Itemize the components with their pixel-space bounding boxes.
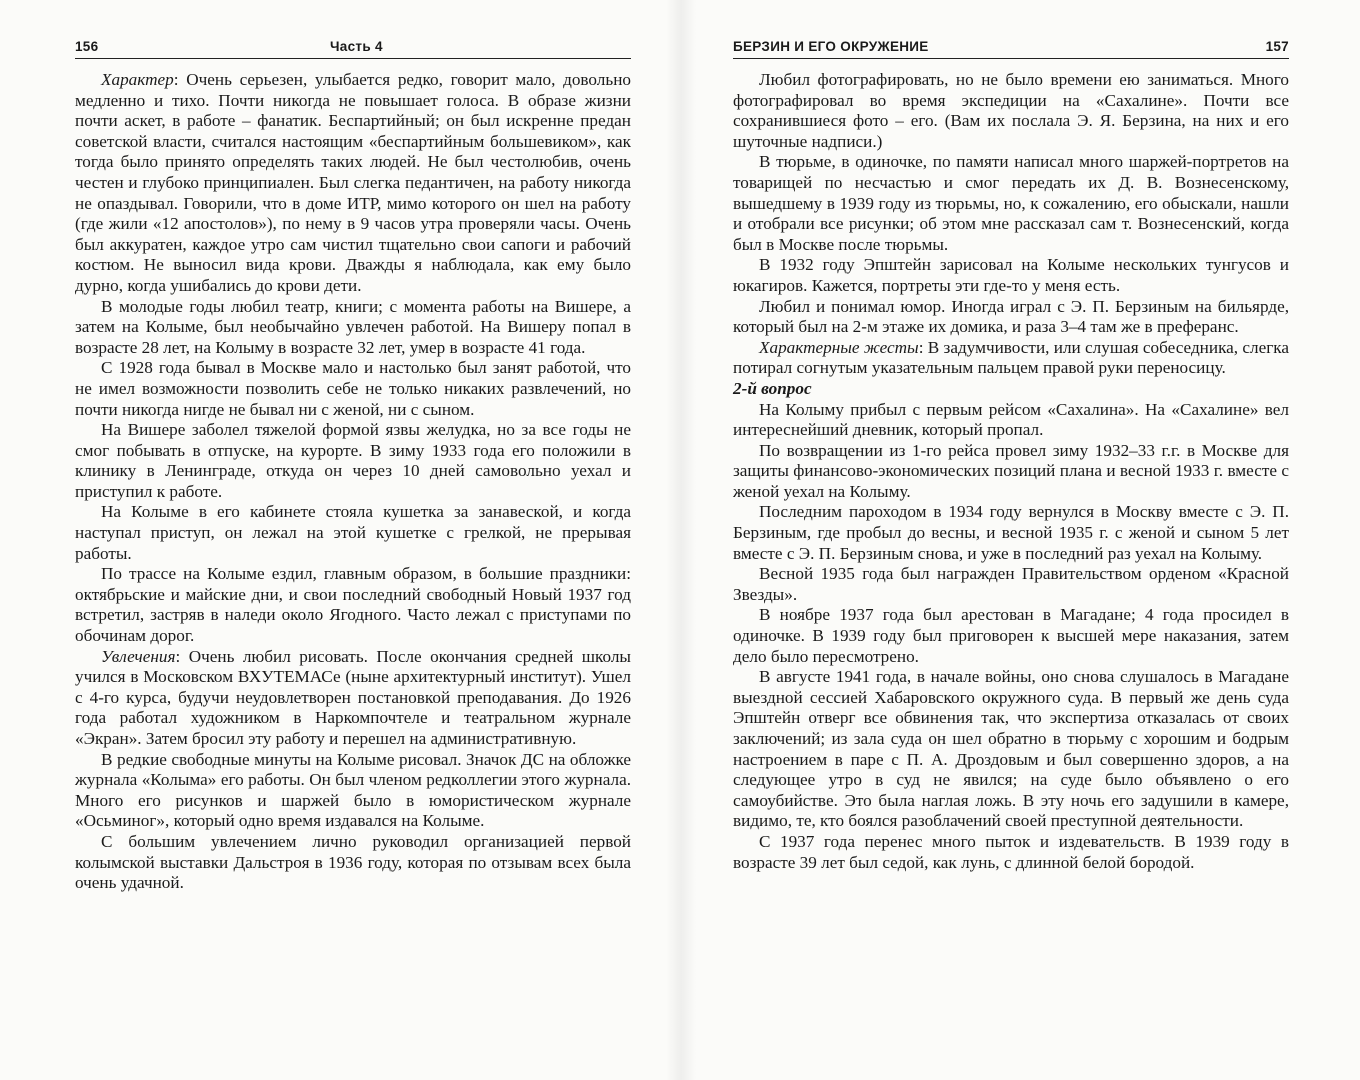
- paragraph: [75, 647, 631, 750]
- paragraph: На Колыме в его кабинете стояла кушетка за занавеской, и когда наступал приступ, он лежал на этой кушетке с грелкой, не прерывая работы.: [75, 502, 631, 563]
- left-page-number: 156: [75, 39, 99, 54]
- paragraph: В молодые годы любил театр, книги; с момента работы на Вишере, а затем на Колыме, был необычайно увлечен работой. На Вишеру попал в возрасте 28 лет, на Колыму в возрасте 32 лет, умер в возрасте 41 года.: [75, 296, 631, 357]
- paragraph: Последним пароходом в 1934 году вернулся в Москву вместе с Э. П. Берзиным, где пробыл до весны, и весной 1935 г. с женой и сыном 5 лет вместе с Э. П. Берзиным снова, и уже в последний раз уехал на Колыму.: [733, 502, 1289, 563]
- book-gutter: [666, 0, 696, 1080]
- paragraph: С большим увлечением лично руководил организацией первой колымской выставки Дальстроя в 1936 году, которая по отзывам всех была очень удачной.: [75, 831, 631, 893]
- paragraph: По трассе на Колыме ездил, главным образом, в большие праздники: октябрьские и майские дни, и свои последний свободный Новый 1937 год встретил, застряв в наледи около Ягодного. Часто лежал с приступами по обочинам дорог.: [75, 564, 631, 646]
- right-page-number: 157: [1265, 39, 1289, 54]
- right-running-head: БЕРЗИН И ЕГО ОКРУЖЕНИЕ: [733, 39, 929, 54]
- paragraph: В августе 1941 года, в начале войны, оно снова слушалось в Магадане выездной сессией Хабаровского окружного суда. В первый же день суда Эпштейн отверг все обвинения так, что экспертиза отказалась от своих заключений; из зала суда он шел обратно в тюрьму с хорошим и бодрым настроением в паре с П. А. Дроздовым и был совершенно здоров, а на следующее утро в суд не явился; на суде было объявлено о его самоубийстве. Это была наглая ложь. В эту ночь его задушили в камере, видимо, те, кто боялся разоблачений своей преступной деятельности.: [733, 667, 1289, 831]
- right-page-header: [733, 36, 1289, 59]
- paragraph: С 1937 года перенес много пыток и издевательств. В 1939 году в возрасте 39 лет был седой, как лунь, с длинной белой бородой.: [733, 831, 1289, 872]
- paragraph: В ноябре 1937 года был арестован в Магадане; 4 года просидел в одиночке. В 1939 году был приговорен к высшей мере наказания, затем дело было пересмотрено.: [733, 605, 1289, 666]
- left-page-text: [75, 70, 631, 894]
- paragraph: В 1932 году Эпштейн зарисовал на Колыме нескольких тунгусов и юкагиров. Кажется, портреты эти где-то у меня есть.: [733, 255, 1289, 295]
- right-page-text: [733, 70, 1289, 873]
- left-page-header: [75, 36, 631, 59]
- paragraph-text: : Очень серьезен, улыбается редко, говорит мало, довольно медленно и тихо. Почти никогда не повышает голоса. В образе жизни почти аскет, в работе – фанатик. Беспартийный; он был искренне предан советской власти, считался настоящим «беспартийным большевиком», как тогда было принято определять таких людей. Не был честолюбив, очень честен и глубоко принципиален. Был слегка педантичен, на работу никогда не опаздывал. Говорили, что в доме ИТР, мимо которого он шел на работу (где жили «12 апостолов»), по нему в 9 часов утра проверяли часы. Очень был аккуратен, каждое утро сам чистил тщательно свои сапоги и рабочий костюм. Не выносил вида крови. Дважды я наблюдала, как ему было дурно, когда ушибались до крови дети.: [75, 70, 631, 295]
- paragraph-label: Увлечения: [101, 646, 176, 666]
- paragraph: [733, 338, 1289, 379]
- paragraph: [75, 70, 631, 297]
- paragraph: В редкие свободные минуты на Колыме рисовал. Значок ДС на обложке журнала «Колыма» его работы. Он был членом редколлегии этого журнала. Много его рисунков и шаржей было в юмористическом журнале «Осьминог», который одно время издавался на Колыме.: [75, 749, 631, 831]
- paragraph-text: : Очень любил рисовать. После окончания средней школы учился в Московском ВХУТЕМАСе (ныне архитектурный институт). Ушел с 4-го курса, будучи неудовлетворен постановкой преподавания. До 1926 года работал художником в Наркомпочтеле и театральном журнале «Экран». Затем бросил эту работу и перешел на административную.: [75, 646, 631, 748]
- paragraph-text: : В задумчивости, или слушая собеседника, слегка потирал согнутым указательным пальцем правой руки переносицу.: [733, 337, 1290, 378]
- right-page: [733, 0, 1289, 1080]
- left-running-head: Часть 4: [330, 39, 383, 54]
- paragraph-label: Характерные жесты: [759, 337, 919, 357]
- paragraph: В тюрьме, в одиночке, по памяти написал много шаржей-портретов на товарищей по несчастью и смог передать их Д. В. Вознесенскому, вышедшему в 1939 году из тюрьмы, но, к сожалению, его обыскали, нашли и отобрали все рисунки; об этом мне рассказал сам т. Вознесенский, когда был в Москве после тюрьмы.: [733, 152, 1289, 254]
- paragraph: На Колыму прибыл с первым рейсом «Сахалина». На «Сахалине» вел интереснейший дневник, который пропал.: [733, 399, 1289, 440]
- paragraph: С 1928 года бывал в Москве мало и настолько был занят работой, что не имел возможности позволить себе не только никаких развлечений, но почти никогда нигде не бывал ни с женой, ни с сыном.: [75, 358, 631, 419]
- paragraph: Весной 1935 года был награжден Правительством орденом «Красной Звезды».: [733, 564, 1289, 604]
- paragraph: Любил и понимал юмор. Иногда играл с Э. П. Берзиным на бильярде, который был на 2-м этаже их домика, и раза 3–4 там же в преферанс.: [733, 296, 1289, 337]
- paragraph: По возвращении из 1-го рейса провел зиму 1932–33 г.г. в Москве для защиты финансово-экономических позиций плана и весной 1933 г. вместе с женой уехал на Колыму.: [733, 440, 1289, 501]
- paragraph: Любил фотографировать, но не было времени ею заниматься. Много фотографировал во время экспедиции на «Сахалине». Почти все сохранившиеся фото – его. (Вам их послала Э. Я. Берзина, на них и его шуточные надписи.): [733, 70, 1289, 151]
- paragraph: На Вишере заболел тяжелой формой язвы желудка, но за все годы не смог побывать в отпуске, на курорте. В зиму 1933 года его положили в клинику в Ленинграде, откуда он через 10 дней самовольно уехал и приступил к работе.: [75, 420, 631, 501]
- paragraph-label: Характер: [101, 70, 174, 89]
- left-page: [75, 0, 631, 1080]
- section-heading: 2-й вопрос: [733, 378, 812, 398]
